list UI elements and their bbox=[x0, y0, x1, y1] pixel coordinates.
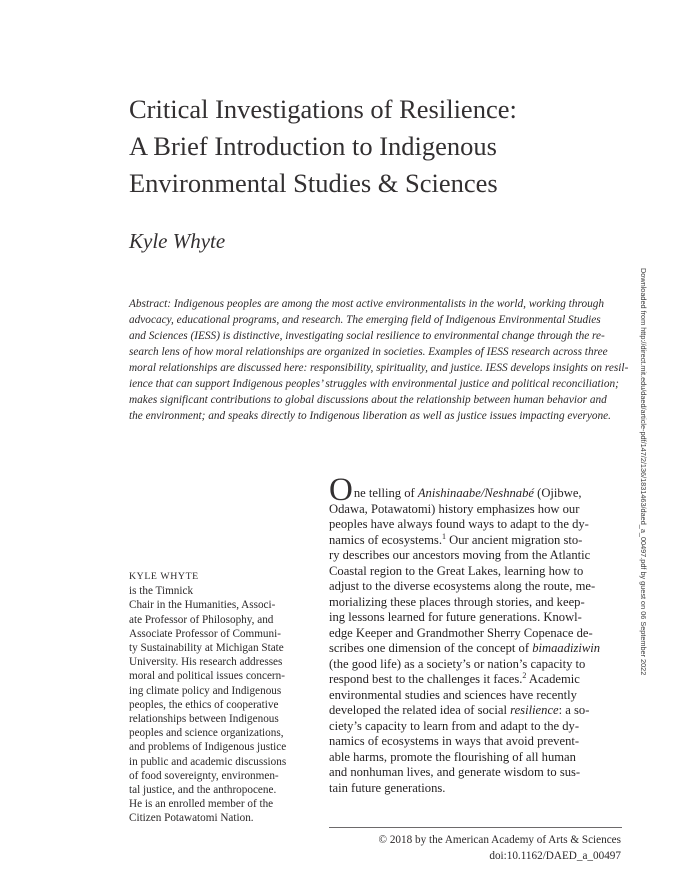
body-line: peoples have always found ways to adapt to the dy- bbox=[329, 517, 589, 531]
body-line bbox=[329, 672, 625, 688]
bio-line: in public and academic discussions bbox=[129, 755, 287, 768]
body-line bbox=[329, 703, 625, 719]
bio-line: He is an enrolled member of the bbox=[129, 798, 274, 811]
abstract-line: moral relationships are discussed here: responsibility, spirituality, and justice. IESS develops insights on resil- bbox=[129, 362, 629, 374]
doi[interactable]: doi:10.1162/DAED_a_00497 bbox=[489, 850, 621, 862]
abstract-line: ience that can support Indigenous peoples’ struggles with environmental justice and political reconciliation; bbox=[129, 378, 619, 390]
article-title bbox=[129, 91, 629, 202]
title-line: A Brief Introduction to Indigenous bbox=[129, 131, 497, 161]
body-line: namics of ecosystems in ways that avoid prevent- bbox=[329, 734, 580, 748]
abstract-line: and Sciences (IESS) is distinctive, investigating social resilience to environmental change through the re- bbox=[129, 330, 605, 342]
bio-line: peoples, the ethics of cooperative bbox=[129, 698, 279, 711]
author-name: Kyle Whyte bbox=[129, 229, 226, 253]
body-line bbox=[329, 472, 625, 508]
body-line: ciety’s capacity to learn from and adapt to the dy- bbox=[329, 718, 580, 733]
bio-line: of food sovereignty, environmen- bbox=[129, 769, 279, 782]
abstract bbox=[129, 296, 629, 424]
body-text-run: developed the related idea of social bbox=[329, 703, 511, 717]
body-line: Odawa, Potawatomi) history emphasizes how our bbox=[329, 501, 580, 516]
title-line: Critical Investigations of Resilience: bbox=[129, 94, 517, 124]
abstract-line: the environment; and speaks directly to Indigenous liberation as well as justice issues impacting everyone. bbox=[129, 410, 612, 422]
bio-line: tal justice, and the anthropocene. bbox=[129, 784, 277, 797]
abstract-line: search lens of how moral relationships are organized in societies. Examples of IESS research across three bbox=[129, 346, 608, 358]
body-line: adjust to the diverse ecosystems along the route, me- bbox=[329, 579, 596, 593]
body-text bbox=[329, 472, 625, 796]
download-stamp: Downloaded from http://direct.mit.edu/daed/article-pdf/147/2/136/1831463/daed_a_00497.pdf by guest on 06 September 2022 bbox=[639, 268, 648, 676]
bio-author-name: KYLE WHYTE bbox=[129, 571, 199, 582]
body-text-run: scribes one dimension of the concept of bbox=[329, 641, 533, 655]
bio-line bbox=[129, 570, 309, 598]
body-line: ing lessons learned for future generations. Knowl- bbox=[329, 610, 582, 624]
body-line: edge Keeper and Grandmother Sherry Copenace de- bbox=[329, 625, 593, 640]
bio-line: Associate Professor of Communi- bbox=[129, 627, 281, 640]
title-line: Environmental Studies & Sciences bbox=[129, 168, 498, 198]
body-line bbox=[329, 533, 625, 549]
bio-text: is the Timnick bbox=[129, 585, 194, 598]
body-text-run: ne telling of bbox=[353, 486, 418, 500]
body-text-run: respond best to the challenges it faces. bbox=[329, 672, 523, 686]
footnote-marker[interactable]: 1 bbox=[441, 531, 446, 541]
body-italic-term: Anishinaabe/Neshnabé bbox=[417, 486, 534, 500]
body-italic-term: bimaadiziwin bbox=[532, 641, 601, 655]
abstract-line: Abstract: Indigenous peoples are among the most active environmentalists in the world, working through bbox=[129, 298, 605, 310]
bio-line: moral and political issues concern- bbox=[129, 670, 285, 683]
footer-divider bbox=[329, 827, 622, 828]
footnote-marker[interactable]: 2 bbox=[522, 670, 527, 680]
body-line: and nonhuman lives, and generate wisdom to sus- bbox=[329, 765, 581, 779]
abstract-line: advocacy, educational programs, and research. The emerging field of Indigenous Environmental Studies bbox=[129, 314, 601, 326]
body-italic-term: resilience bbox=[510, 703, 559, 717]
bio-line: Chair in the Humanities, Associ- bbox=[129, 599, 276, 612]
bio-line: ing climate policy and Indigenous bbox=[129, 684, 282, 697]
bio-line: relationships between Indigenous bbox=[129, 713, 279, 726]
body-line: ry describes our ancestors moving from the Atlantic bbox=[329, 548, 591, 562]
bio-line: and problems of Indigenous justice bbox=[129, 741, 287, 754]
body-text-run: namics of ecosystems. bbox=[329, 532, 442, 547]
bio-line: Citizen Potawatomi Nation. bbox=[129, 812, 254, 825]
body-line: morializing these places through stories, and keep- bbox=[329, 594, 585, 609]
body-text-run: : a so- bbox=[558, 703, 590, 717]
drop-cap: O bbox=[329, 472, 353, 508]
body-line bbox=[329, 641, 625, 657]
body-line: able harms, promote the flourishing of all human bbox=[329, 749, 576, 764]
body-line: environmental studies and sciences have recently bbox=[329, 687, 577, 702]
footer bbox=[329, 832, 621, 864]
body-text-run: (Ojibwe, bbox=[534, 486, 582, 500]
bio-line: University. His research addresses bbox=[129, 656, 283, 669]
bio-line: ty Sustainability at Michigan State bbox=[129, 642, 284, 655]
body-line: (the good life) as a society’s or nation’s capacity to bbox=[329, 656, 586, 671]
bio-line: peoples and science organizations, bbox=[129, 727, 284, 740]
body-line: tain future generations. bbox=[329, 780, 446, 795]
author-bio bbox=[129, 570, 309, 826]
body-text-run: Our ancient migration sto- bbox=[445, 532, 583, 547]
bio-line: ate Professor of Philosophy, and bbox=[129, 613, 274, 626]
copyright-notice: © 2018 by the American Academy of Arts & Sciences bbox=[378, 834, 621, 846]
body-line: Coastal region to the Great Lakes, learning how to bbox=[329, 563, 584, 578]
abstract-line: makes significant contributions to global discussions about the relationship between human behavior and bbox=[129, 394, 607, 406]
body-text-run: Academic bbox=[526, 672, 580, 686]
